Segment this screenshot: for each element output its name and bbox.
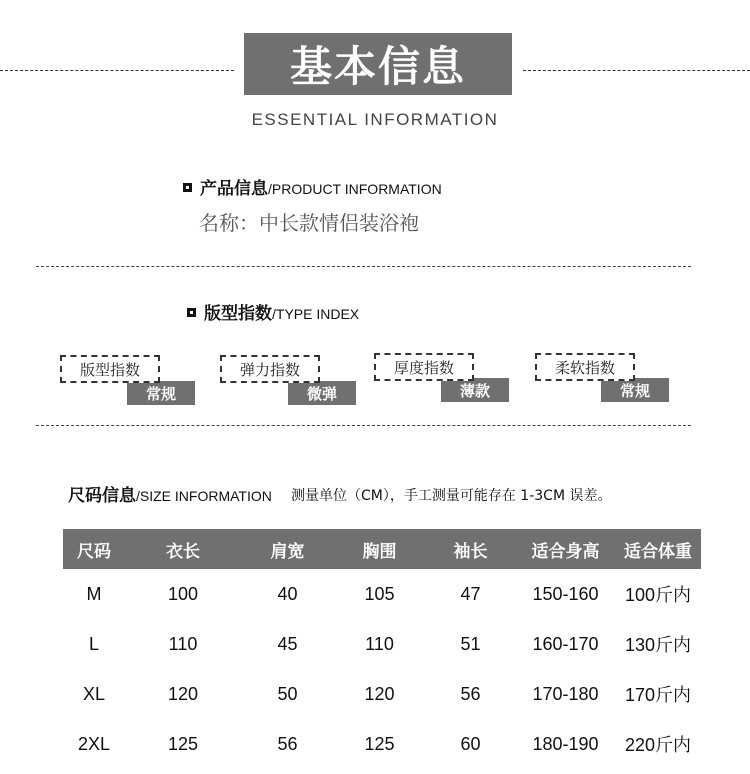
size-heading-cn: 尺码信息 [68,486,136,506]
index-value: 常规 [127,381,195,405]
product-name: 名称：中长款情侣装浴袍 [199,211,419,235]
index-label: 柔软指数 [535,353,635,381]
table-cell: 170-180 [532,683,599,704]
table-cell: 120 [167,683,199,704]
column-header: 适合身高 [516,529,615,569]
divider [36,425,691,426]
table-header-row [63,529,701,569]
table-cell: 45 [277,633,298,654]
table-cell: 50 [277,683,298,704]
table-cell: 125 [167,733,199,754]
table-row [63,669,701,719]
table-cell: 110 [168,633,198,654]
table-row [63,719,701,769]
product-heading [183,174,442,199]
table-cell: 60 [460,733,481,754]
column-header: 衣长 [125,529,241,569]
size-heading-en: /SIZE INFORMATION [136,488,272,504]
index-label: 弹力指数 [220,355,320,383]
size-table [63,529,701,769]
table-cell: 56 [277,733,298,754]
bullet-icon [183,183,192,192]
index-value: 薄款 [441,378,509,402]
header-line-left [0,70,234,71]
table-cell: 125 [364,733,395,754]
column-header: 袖长 [425,529,516,569]
table-cell: 100斤内 [624,585,692,605]
table-cell: 56 [460,683,481,704]
table-cell: 150-160 [532,583,599,604]
table-cell: 220斤内 [624,735,692,755]
table-cell: 2XL [77,733,111,754]
table-cell: 110 [365,633,394,654]
type-index-heading-cn: 版型指数 [204,304,272,324]
header-line-right [523,70,750,71]
size-note: 测量单位（CM），手工测量可能存在 1-3CM 误差。 [291,488,612,504]
table-cell: 180-190 [532,733,599,754]
page-title: 基本信息 [244,33,512,95]
table-row [63,619,701,669]
product-heading-cn: 产品信息 [200,179,268,199]
type-index-heading [187,299,359,324]
table-cell: 40 [277,583,298,604]
table-cell: 51 [460,633,481,654]
type-index-heading-en: /TYPE INDEX [272,306,360,322]
table-cell: 100 [167,583,199,604]
index-label: 厚度指数 [374,353,474,381]
table-cell: 105 [364,583,395,604]
table-cell: 160-170 [532,633,599,654]
table-cell: 47 [460,583,481,604]
product-heading-en: /PRODUCT INFORMATION [268,181,442,197]
column-header: 尺码 [63,529,125,569]
table-cell: L [88,633,99,654]
divider [36,266,691,267]
column-header: 胸围 [334,529,425,569]
index-label: 版型指数 [60,355,160,383]
index-value: 微弹 [288,381,356,405]
table-cell: XL [82,683,106,704]
table-cell: 120 [364,683,395,704]
index-value: 常规 [601,378,669,402]
bullet-icon [187,308,196,317]
table-cell: 130斤内 [624,635,692,655]
page-subtitle: ESSENTIAL INFORMATION [251,110,499,129]
table-row [63,569,701,619]
size-heading [68,481,272,506]
column-header: 肩宽 [241,529,334,569]
table-cell: 170斤内 [624,685,692,705]
column-header: 适合体重 [615,529,701,569]
table-cell: M [86,583,102,604]
